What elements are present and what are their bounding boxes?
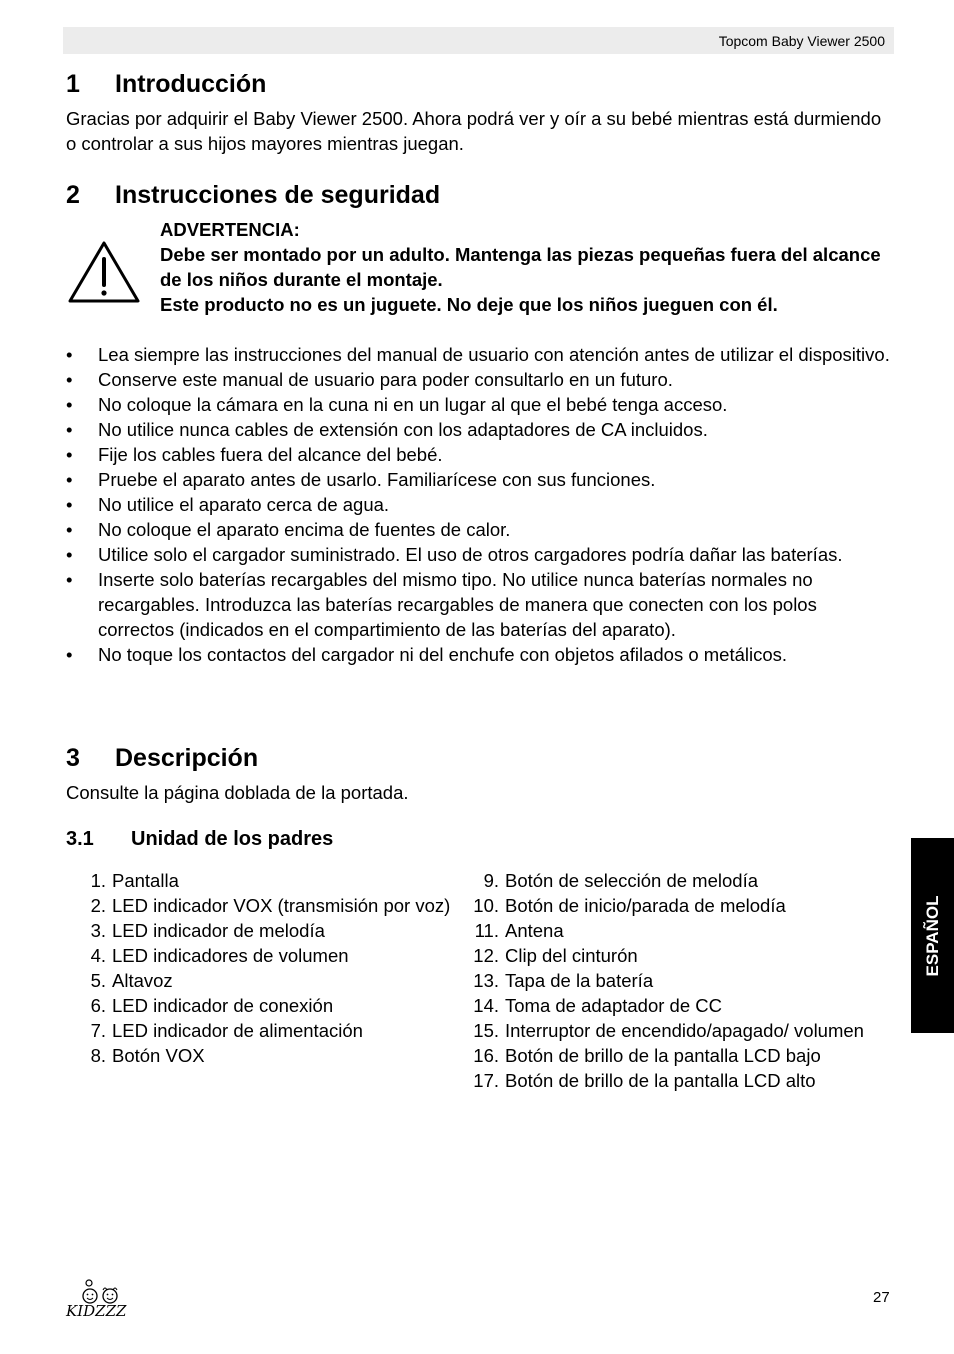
part-list-item [467, 993, 877, 1018]
part-number: 1. [90, 870, 106, 891]
section-1-number: 1 [66, 70, 80, 98]
language-tab-label: ESPAÑOL [922, 895, 942, 976]
part-label: Toma de adaptador de CC [505, 995, 722, 1016]
bullet-marker: • [66, 419, 73, 440]
section-3-text: Consulte la página doblada de la portada. [66, 782, 409, 803]
header-title: Topcom Baby Viewer 2500 [718, 33, 885, 49]
part-list-item [467, 943, 877, 968]
bullet-text: No toque los contactos del cargador ni del enchufe con objetos afilados o metálicos. [98, 644, 788, 665]
language-tab [911, 838, 954, 1033]
part-label: Botón de brillo de la pantalla LCD bajo [505, 1045, 821, 1066]
safety-bullet-item [66, 492, 896, 517]
bullet-marker: • [66, 519, 73, 540]
warning-block [160, 217, 900, 317]
safety-bullet-item [66, 467, 896, 492]
bullet-text: Conserve este manual de usuario para poder consultarlo en un futuro. [98, 369, 673, 390]
part-label: Altavoz [112, 970, 173, 991]
part-label: Pantalla [112, 870, 179, 891]
part-list-item [74, 943, 454, 968]
subsection-3-1-number: 3.1 [66, 828, 94, 850]
safety-bullet-item [66, 642, 896, 667]
safety-bullet-item [66, 342, 896, 367]
subsection-3-1-title: Unidad de los padres [131, 828, 334, 850]
safety-bullet-item [66, 417, 896, 442]
section-2-number: 2 [66, 181, 80, 209]
part-number: 17. [473, 1070, 499, 1091]
part-label: LED indicador de melodía [112, 920, 325, 941]
section-3-title: Descripción [115, 744, 259, 772]
part-number: 14. [473, 995, 499, 1016]
part-label: LED indicador de alimentación [112, 1020, 363, 1041]
part-list-item [74, 1018, 454, 1043]
part-label: LED indicadores de volumen [112, 945, 349, 966]
part-number: 13. [473, 970, 499, 991]
parts-list-left [74, 868, 454, 1068]
safety-bullet-item [66, 392, 896, 417]
bullet-text: Lea siempre las instrucciones del manual de usuario con atención antes de utilizar el dispositivo. [98, 344, 890, 365]
section-1-text: Gracias por adquirir el Baby Viewer 2500. Ahora podrá ver y oír a su bebé mientras está durmiendo o controlar a sus hijos mayores mientras juegan. [66, 108, 882, 154]
safety-bullet-item [66, 567, 896, 642]
part-label: Interruptor de encendido/apagado/ volumen [505, 1020, 864, 1041]
section-1-heading [66, 70, 266, 99]
part-list-item [74, 868, 454, 893]
safety-bullet-item [66, 542, 896, 567]
bullet-marker: • [66, 394, 73, 415]
part-number: 9. [483, 870, 499, 891]
kidzzz-logo [62, 1278, 138, 1322]
bullet-text: Inserte solo baterías recargables del mismo tipo. No utilice nunca baterías normales no recargables. Introduzca las baterías recargables de manera que conecten con los polos correctos (indicados en el compartimiento de las baterías del aparato). [98, 569, 817, 640]
bullet-text: Pruebe el aparato antes de usarlo. Familiarícese con sus funciones. [98, 469, 656, 490]
part-list-item [467, 1043, 877, 1068]
bullet-marker: • [66, 569, 73, 590]
safety-bullet-list [66, 342, 896, 667]
part-list-item [467, 1018, 877, 1043]
part-list-item [74, 893, 454, 918]
part-number: 3. [90, 920, 106, 941]
part-number: 12. [473, 945, 499, 966]
page-number: 27 [873, 1289, 890, 1306]
bullet-marker: • [66, 344, 73, 365]
part-number: 15. [473, 1020, 499, 1041]
part-list-item [467, 893, 877, 918]
part-list-item [74, 993, 454, 1018]
warning-line-2: Este producto no es un juguete. No deje que los niños jueguen con él. [160, 294, 778, 315]
part-list-item [74, 1043, 454, 1068]
bullet-marker: • [66, 494, 73, 515]
bullet-text: No coloque la cámara en la cuna ni en un lugar al que el bebé tenga acceso. [98, 394, 728, 415]
part-label: Antena [505, 920, 564, 941]
part-list-item [467, 1068, 877, 1093]
section-2-title: Instrucciones de seguridad [115, 181, 441, 209]
parts-list-right [467, 868, 877, 1093]
bullet-marker: • [66, 544, 73, 565]
bullet-text: Fije los cables fuera del alcance del bebé. [98, 444, 443, 465]
safety-bullet-item [66, 442, 896, 467]
part-number: 11. [474, 920, 499, 941]
bullet-text: No utilice nunca cables de extensión con los adaptadores de CA incluidos. [98, 419, 708, 440]
part-number: 6. [90, 995, 106, 1016]
part-label: Botón de selección de melodía [505, 870, 759, 891]
part-list-item [74, 918, 454, 943]
part-label: LED indicador VOX (transmisión por voz) [112, 895, 451, 916]
part-label: Tapa de la batería [505, 970, 654, 991]
safety-bullet-item [66, 367, 896, 392]
bullet-marker: • [66, 469, 73, 490]
bullet-text: Utilice solo el cargador suministrado. El uso de otros cargadores podría dañar las baterías. [98, 544, 843, 565]
part-label: Botón de brillo de la pantalla LCD alto [505, 1070, 816, 1091]
part-label: Botón VOX [112, 1045, 205, 1066]
warning-triangle-icon [66, 239, 142, 305]
bullet-marker: • [66, 644, 73, 665]
part-number: 10. [473, 895, 499, 916]
part-label: LED indicador de conexión [112, 995, 334, 1016]
part-list-item [467, 918, 877, 943]
part-number: 4. [90, 945, 106, 966]
safety-bullet-item [66, 517, 896, 542]
part-label: Clip del cinturón [505, 945, 638, 966]
warning-heading: ADVERTENCIA: [160, 219, 300, 240]
part-number: 16. [473, 1045, 499, 1066]
header-bar [63, 27, 894, 54]
part-list-item [74, 968, 454, 993]
part-number: 2. [90, 895, 106, 916]
bullet-text: No utilice el aparato cerca de agua. [98, 494, 390, 515]
part-number: 5. [90, 970, 106, 991]
part-label: Botón de inicio/parada de melodía [505, 895, 786, 916]
section-2-heading [66, 181, 440, 210]
subsection-3-1-heading [66, 828, 333, 851]
part-number: 8. [90, 1045, 106, 1066]
logo-text: KIDZZZ [66, 1302, 127, 1320]
bullet-marker: • [66, 369, 73, 390]
part-list-item [467, 968, 877, 993]
section-3-heading [66, 744, 258, 773]
part-list-item [467, 868, 877, 893]
bullet-marker: • [66, 444, 73, 465]
section-1-title: Introducción [115, 70, 267, 98]
section-3-number: 3 [66, 744, 80, 772]
part-number: 7. [90, 1020, 106, 1041]
bullet-text: No coloque el aparato encima de fuentes de calor. [98, 519, 511, 540]
warning-line-1: Debe ser montado por un adulto. Mantenga las piezas pequeñas fuera del alcance de los niños durante el montaje. [160, 244, 881, 290]
